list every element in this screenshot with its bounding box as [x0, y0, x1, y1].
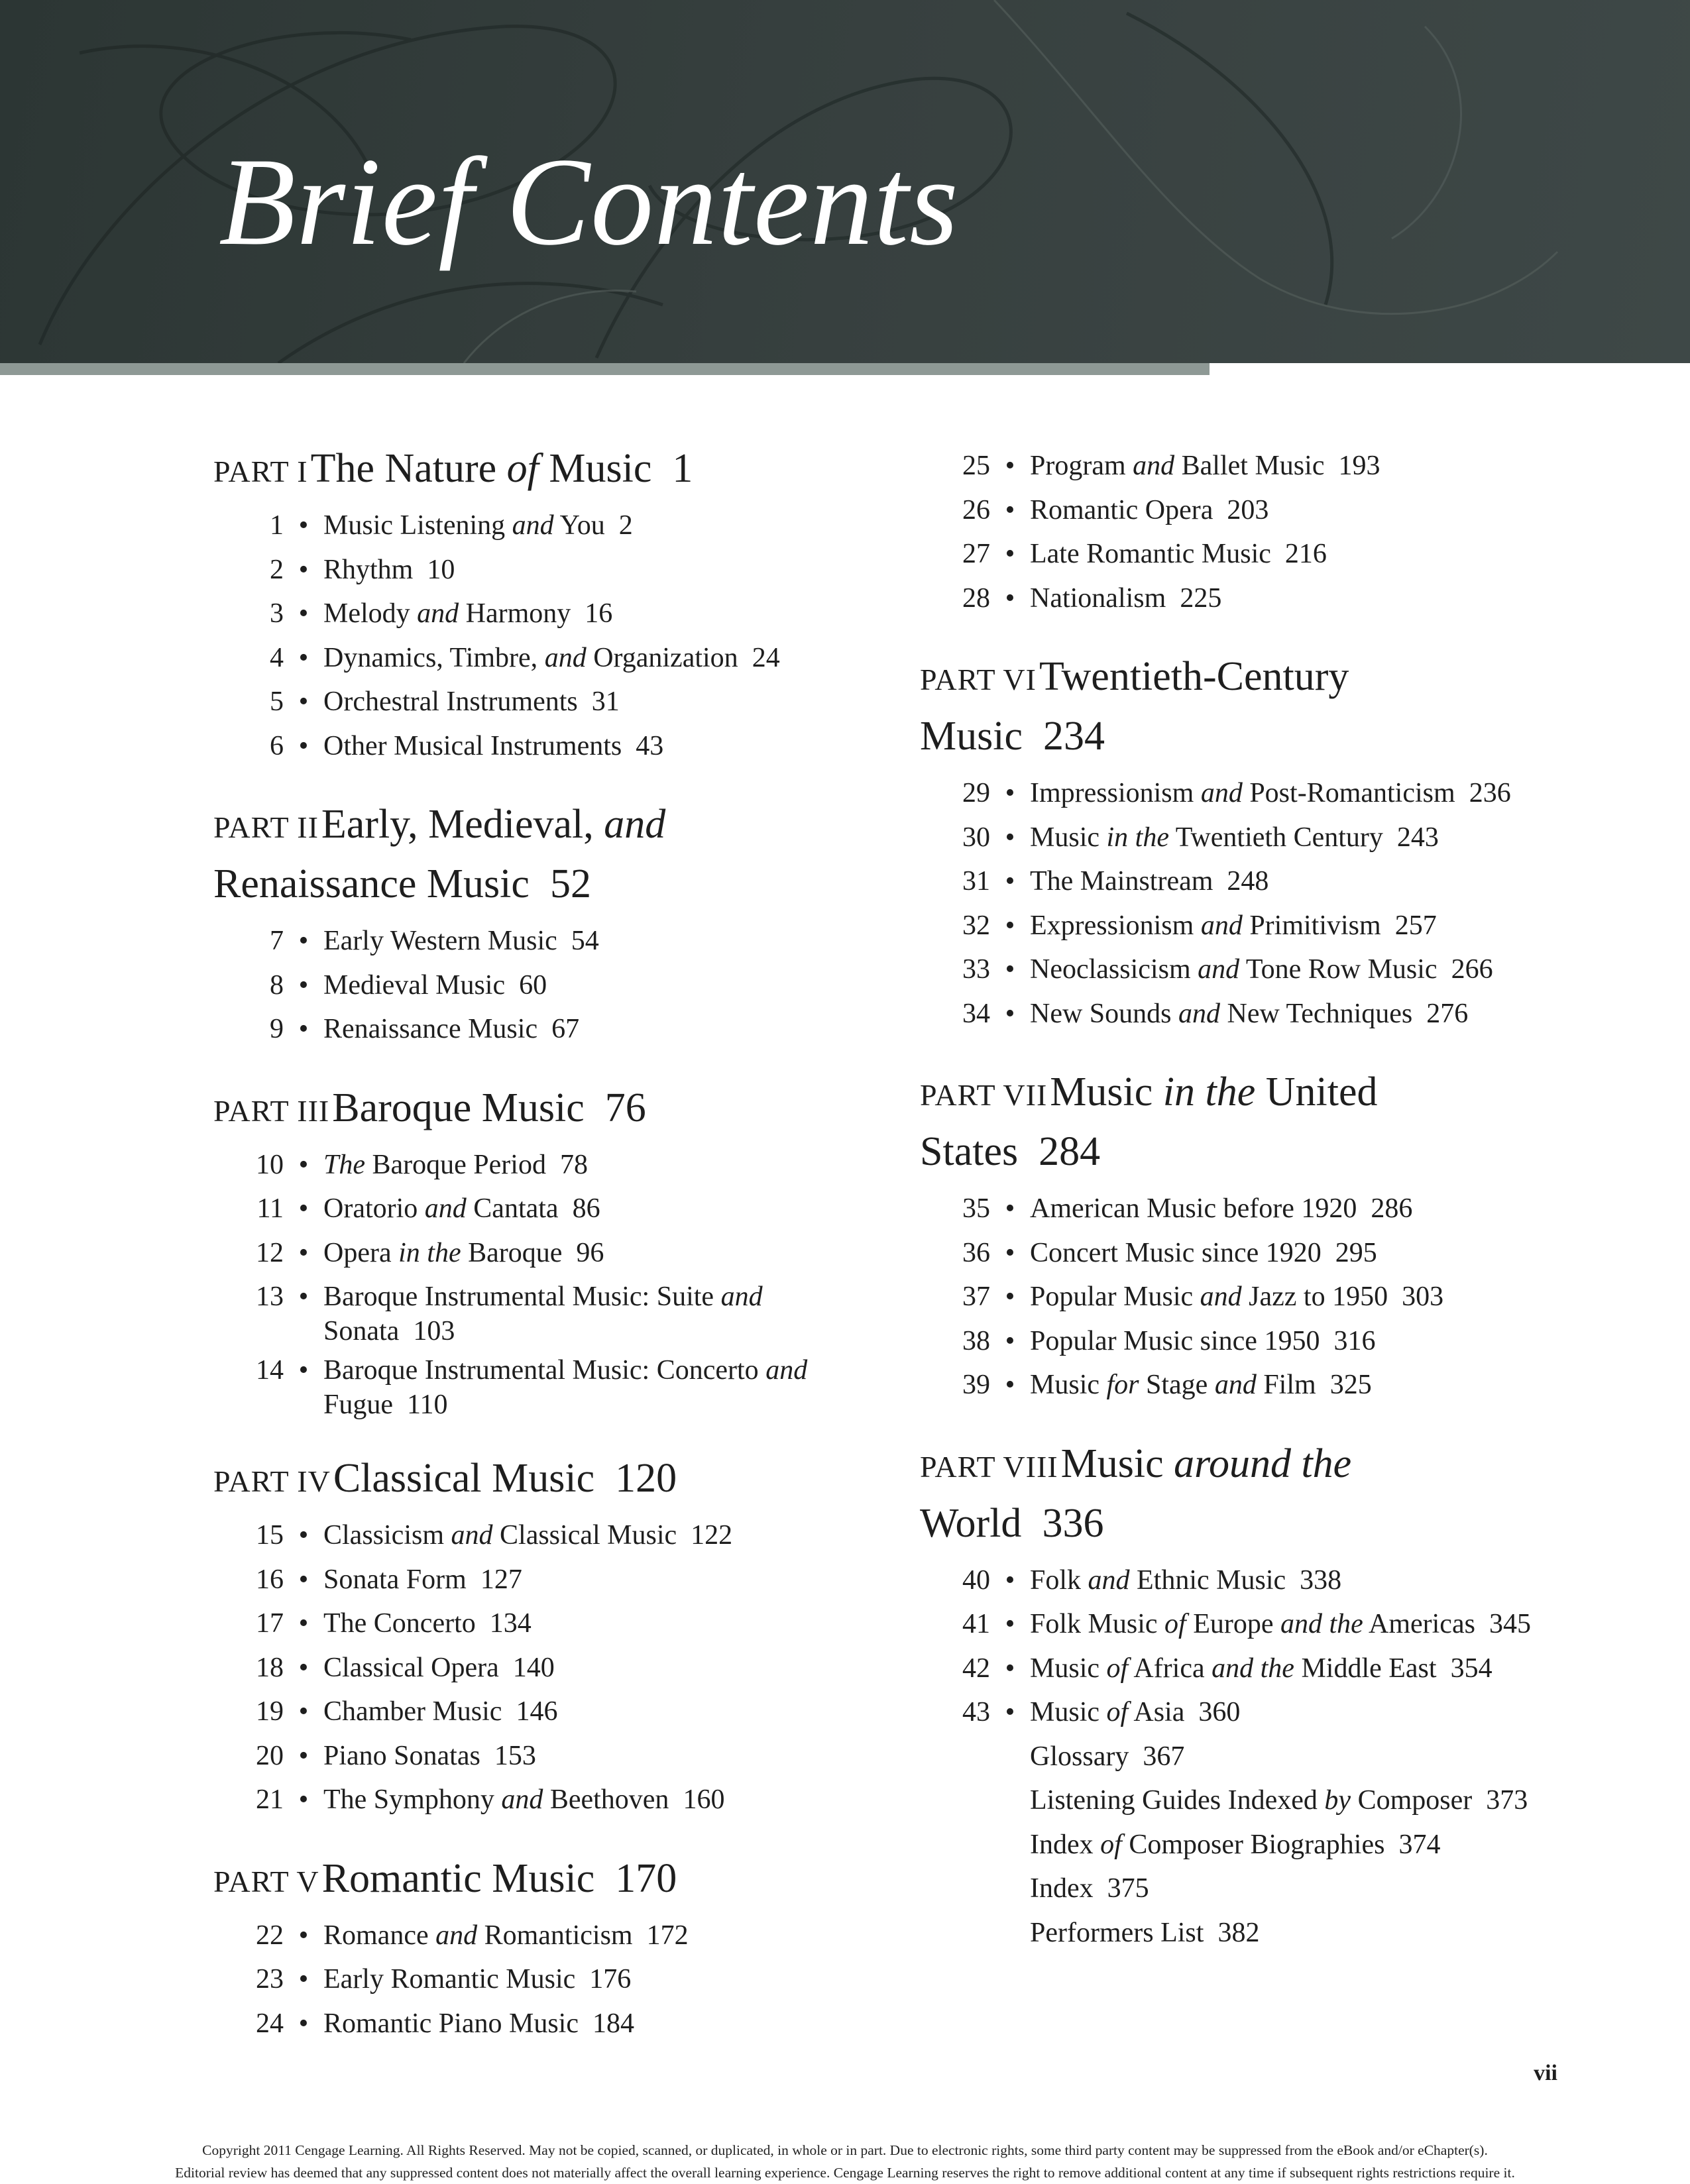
chapter-entry[interactable]: 29 • Impressionism and Post-Romanticism 236: [962, 778, 1511, 808]
chapter-entry[interactable]: 22 • Romance and Romanticism 172: [256, 1920, 689, 1951]
chapter-entry[interactable]: 38 • Popular Music since 1950 316: [962, 1325, 1376, 1356]
chapter-entry[interactable]: 15 • Classicism and Classical Music 122: [256, 1520, 733, 1551]
chapter-page: 243: [1396, 822, 1439, 853]
toc-column-right: [920, 444, 1583, 1955]
chapter-page: 54: [571, 926, 599, 956]
chapter-entry[interactable]: 41 • Folk Music of Europe and the Americas 345: [962, 1609, 1531, 1639]
part-label: PART VII: [920, 1078, 1048, 1112]
chapter-page: 86: [572, 1193, 600, 1224]
part-label: PART V: [213, 1864, 319, 1898]
chapter-entry[interactable]: 30 • Music in the Twentieth Century 243: [962, 822, 1439, 853]
part-heading[interactable]: [213, 1083, 876, 1143]
toc-column-left: [213, 444, 876, 2046]
chapter-page: 286: [1371, 1193, 1413, 1224]
chapter-page: 140: [512, 1652, 555, 1683]
chapter-entry[interactable]: 10 • The Baroque Period 78: [256, 1149, 588, 1180]
chapter-entry[interactable]: 42 • Music of Africa and the Middle East 354: [962, 1653, 1493, 1684]
chapter-page: 134: [489, 1608, 532, 1639]
chapter-page: 354: [1450, 1653, 1493, 1684]
chapter-page: 2: [618, 510, 633, 541]
part-label: PART VIII: [920, 1449, 1058, 1484]
chapter-entry[interactable]: 11 • Oratorio and Cantata 86: [256, 1193, 600, 1224]
chapter-entry[interactable]: 6 • Other Musical Instruments 43: [270, 730, 664, 761]
chapter-page: 316: [1333, 1325, 1376, 1356]
chapter-entry[interactable]: 27 • Late Romantic Music 216: [962, 539, 1327, 569]
chapter-entry[interactable]: 34 • New Sounds and New Techniques 276: [962, 998, 1469, 1029]
part-page: 336: [1042, 1500, 1104, 1546]
part-title: Early, Medieval, and Renaissance Music 52: [213, 802, 666, 906]
backmatter-glossary[interactable]: Glossary 367: [1030, 1741, 1185, 1772]
part-page: 284: [1039, 1129, 1101, 1174]
chapter-entry[interactable]: 36 • Concert Music since 1920 295: [962, 1237, 1377, 1268]
chapter-entry[interactable]: 28 • Nationalism 225: [962, 582, 1222, 614]
chapter-page: 96: [576, 1237, 604, 1268]
backmatter-index[interactable]: Index 375: [1030, 1873, 1149, 1904]
part-title: Music in the United States 284: [920, 1069, 1378, 1174]
part-page: 120: [615, 1456, 677, 1501]
chapter-page: 176: [589, 1964, 632, 1994]
part-label: PART IV: [213, 1464, 331, 1498]
chapter-page: 225: [1180, 582, 1222, 614]
chapter-entry[interactable]: 2 • Rhythm 10: [270, 554, 455, 585]
part-heading[interactable]: [920, 1439, 1583, 1558]
chapter-entry[interactable]: 26 • Romantic Opera 203: [962, 494, 1269, 525]
part-heading[interactable]: [920, 652, 1583, 771]
chapter-page: 276: [1426, 998, 1469, 1029]
chapter-entry[interactable]: 14 • Baroque Instrumental Music: Concerto and Fugue 110: [256, 1355, 808, 1420]
part-label: PART III: [213, 1093, 330, 1128]
chapter-entry[interactable]: 25 • Program and Ballet Music 193: [962, 451, 1380, 481]
chapter-entry[interactable]: 13 • Baroque Instrumental Music: Suite and Sonata 103: [256, 1282, 763, 1346]
chapter-page: 60: [519, 969, 547, 1001]
copyright-notice: [0, 2139, 1690, 2184]
part-label: PART I: [213, 455, 308, 488]
page-number: vii: [1534, 2061, 1557, 2085]
chapter-page: 127: [480, 1564, 522, 1595]
part-heading[interactable]: [213, 800, 876, 919]
chapter-page: 24: [752, 642, 780, 673]
chapter-page: 67: [551, 1014, 580, 1044]
chapter-page: 295: [1335, 1237, 1377, 1268]
chapter-entry[interactable]: 39 • Music for Stage and Film 325: [962, 1370, 1372, 1400]
chapter-page: 172: [646, 1920, 689, 1951]
chapter-entry[interactable]: 8 • Medieval Music 60: [270, 969, 547, 1001]
chapter-page: 16: [585, 598, 613, 629]
part-heading[interactable]: [920, 1067, 1583, 1187]
chapter-page: 193: [1338, 451, 1380, 481]
part-title: Romantic Music 170: [321, 1855, 677, 1901]
part-label: PART VI: [920, 663, 1037, 696]
chapter-page: 146: [516, 1696, 558, 1727]
part-page: 234: [1043, 714, 1105, 759]
chapter-page: 122: [691, 1520, 733, 1551]
chapter-page: 110: [407, 1390, 448, 1420]
chapter-page: 266: [1451, 954, 1493, 985]
chapter-entry[interactable]: 1 • Music Listening and You 2: [270, 510, 633, 541]
part-page: 170: [615, 1855, 677, 1901]
copyright-line: Copyright 2011 Cengage Learning. All Rights Reserved. May not be copied, scanned, or duplicated, in whole or in part. Due to electronic rights, some third party content may be suppressed from the eBook and/or eChapter(s).: [202, 2142, 1488, 2158]
chapter-page: 338: [1300, 1564, 1342, 1596]
chapter-page: 360: [1198, 1697, 1241, 1727]
part-page: 1: [672, 446, 693, 491]
chapter-entry[interactable]: 5 • Orchestral Instruments 31: [270, 686, 620, 717]
chapter-page: 257: [1394, 910, 1437, 941]
part-heading[interactable]: [213, 1454, 876, 1513]
chapter-page: 160: [683, 1784, 725, 1815]
chapter-entry[interactable]: 31 • The Mainstream 248: [962, 866, 1269, 897]
chapter-entry[interactable]: 23 • Early Romantic Music 176: [256, 1964, 632, 1994]
chapter-entry[interactable]: 40 • Folk and Ethnic Music 338: [962, 1564, 1342, 1596]
chapter-page: 43: [636, 730, 664, 761]
backmatter-performers[interactable]: Performers List 382: [1030, 1917, 1260, 1948]
chapter-entry[interactable]: 19 • Chamber Music 146: [256, 1696, 558, 1727]
chapter-page: 303: [1402, 1282, 1444, 1312]
chapter-page: 184: [592, 2008, 634, 2039]
chapter-entry[interactable]: 18 • Classical Opera 140: [256, 1652, 555, 1683]
chapter-page: 153: [494, 1740, 536, 1771]
chapter-page: 31: [591, 686, 620, 717]
chapter-page: 345: [1489, 1609, 1531, 1639]
chapter-entry[interactable]: 17 • The Concerto 134: [256, 1608, 532, 1639]
chapter-entry[interactable]: 35 • American Music before 1920 286: [962, 1193, 1413, 1224]
chapter-page: 10: [427, 554, 455, 585]
chapter-entry[interactable]: 20 • Piano Sonatas 153: [256, 1740, 536, 1771]
part-page: 76: [604, 1085, 646, 1130]
part-title: The Nature of Music 1: [310, 446, 693, 491]
chapter-page: 203: [1227, 494, 1269, 525]
chapter-entry[interactable]: 9 • Renaissance Music 67: [270, 1014, 580, 1044]
part-title: Twentieth-Century Music 234: [920, 654, 1349, 759]
chapter-entry[interactable]: 4 • Dynamics, Timbre, and Organization 24: [270, 642, 780, 673]
part-page: 52: [549, 861, 591, 906]
part-heading[interactable]: [213, 444, 876, 504]
backmatter-listening-guides[interactable]: Listening Guides Indexed by Composer 373: [1030, 1785, 1528, 1816]
part-title: Classical Music 120: [333, 1456, 677, 1501]
chapter-entry[interactable]: 21 • The Symphony and Beethoven 160: [256, 1784, 725, 1815]
title-banner: [0, 0, 1690, 363]
chapter-entry[interactable]: 7 • Early Western Music 54: [270, 926, 599, 956]
chapter-page: 248: [1227, 866, 1269, 897]
part-heading[interactable]: [213, 1854, 876, 1914]
chapter-page: 216: [1284, 539, 1327, 569]
chapter-entry[interactable]: 33 • Neoclassicism and Tone Row Music 266: [962, 954, 1493, 985]
chapter-page: 78: [559, 1149, 588, 1180]
chapter-page: 325: [1329, 1370, 1372, 1400]
part-title: Music around the World 336: [920, 1441, 1352, 1546]
chapter-entry[interactable]: 16 • Sonata Form 127: [256, 1564, 522, 1595]
banner-divider: [0, 363, 1210, 375]
backmatter-composer-bios[interactable]: Index of Composer Biographies 374: [1030, 1829, 1441, 1860]
copyright-line: Editorial review has deemed that any suppressed content does not materially affect the overall learning experience. Cengage Learning reserves the right to remove additional content at any time if subsequent rights restrictions require it.: [175, 2165, 1515, 2181]
chapter-page: 103: [413, 1316, 455, 1346]
chapter-entry[interactable]: 43 • Music of Asia 360: [962, 1697, 1241, 1727]
chapter-page: 236: [1469, 778, 1511, 808]
chapter-entry[interactable]: 24 • Romantic Piano Music 184: [256, 2008, 634, 2039]
chapter-entry[interactable]: 37 • Popular Music and Jazz to 1950 303: [962, 1282, 1444, 1312]
chapter-entry[interactable]: 32 • Expressionism and Primitivism 257: [962, 910, 1437, 941]
part-title: Baroque Music 76: [332, 1085, 646, 1130]
part-label: PART II: [213, 810, 319, 844]
page-title: Brief Contents: [219, 133, 959, 272]
chapter-entry[interactable]: 3 • Melody and Harmony 16: [270, 598, 613, 629]
chapter-entry[interactable]: 12 • Opera in the Baroque 96: [256, 1237, 604, 1268]
